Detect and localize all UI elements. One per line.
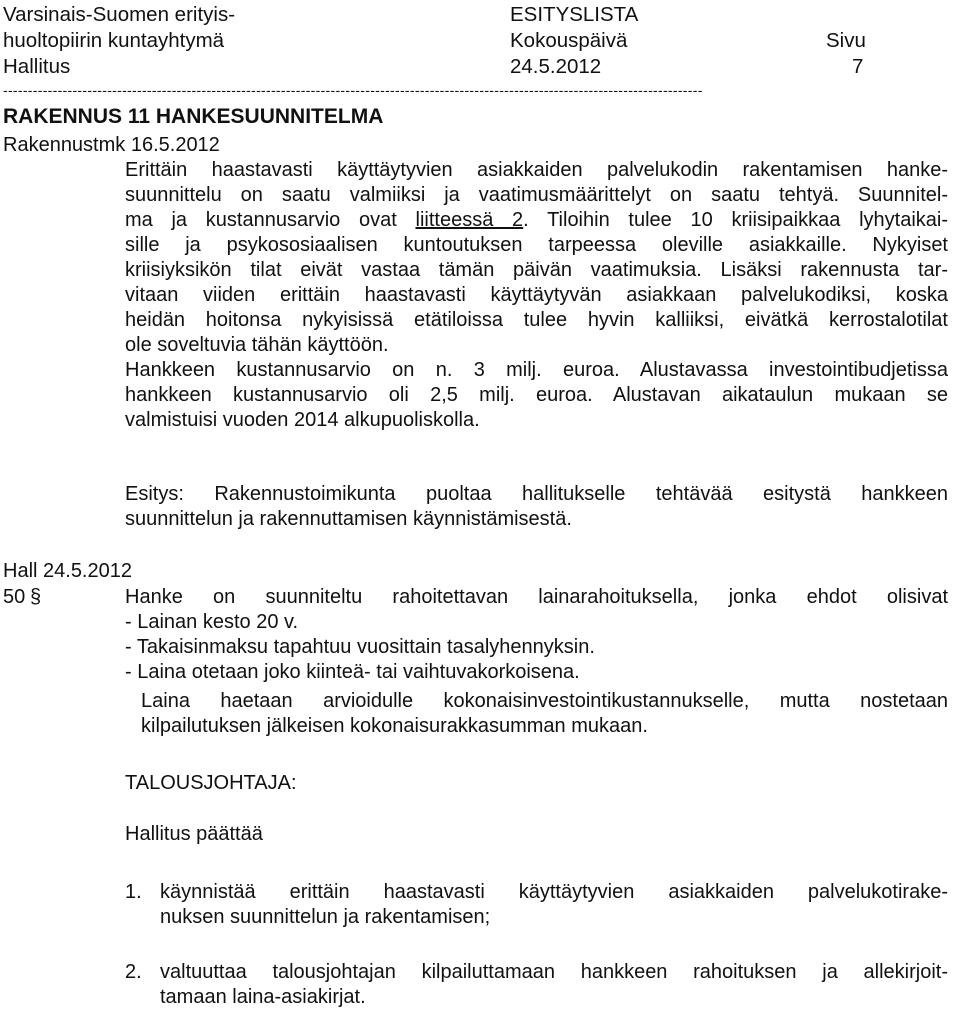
meeting-date-label: Kokouspäivä bbox=[510, 29, 628, 52]
page-label: Sivu bbox=[826, 29, 866, 52]
paragraph-line: Hanke on suunniteltu rahoitettavan lainarahoituksella, jonka ehdot olisivat bbox=[125, 586, 948, 608]
paragraph-line: suunnittelu on saatu valmiiksi ja vaatimusmäärittelyt on saatu tehtyä. Suunnitel- bbox=[125, 184, 948, 206]
page-number: 7 bbox=[852, 55, 864, 78]
paragraph-line: kilpailutuksen jälkeisen kokonaisurakkasumman mukaan. bbox=[141, 715, 648, 737]
attachment-link[interactable]: liitteessä 2 bbox=[415, 209, 524, 231]
organization-name-line2: huoltopiirin kuntayhtymä bbox=[3, 29, 225, 52]
decision-item-1 bbox=[160, 880, 948, 930]
financing-paragraph bbox=[125, 585, 948, 685]
interest-item: - Laina otetaan joko kiinteä- tai vaihtuvakorkoisena. bbox=[125, 661, 580, 683]
cost-paragraph bbox=[125, 358, 948, 433]
committee-reference: Rakennustmk 16.5.2012 bbox=[3, 134, 220, 156]
decision-line: käynnistää erittäin haastavasti käyttäytyvien asiakkaiden palvelukotirake- bbox=[160, 881, 948, 903]
paragraph-line: valmistuisi vuoden 2014 alkupuoliskolla. bbox=[125, 409, 480, 431]
meeting-date: 24.5.2012 bbox=[510, 55, 602, 78]
paragraph-line: heidän hoitonsa nykyisissä etätiloissa tulee hyvin kalliiksi, eivätkä kerrostalotilat bbox=[125, 309, 948, 331]
proposal-paragraph bbox=[125, 482, 948, 532]
paragraph-line: sille ja psykososiaalisen kuntoutuksen tarpeessa oleville asiakkaille. Nykyiset bbox=[125, 234, 948, 256]
section-sign: § bbox=[30, 586, 42, 608]
decision-item-number: 2. bbox=[125, 961, 142, 983]
decision-line: tamaan laina-asiakirjat. bbox=[160, 986, 366, 1008]
paragraph-line: Hankkeen kustannusarvio on n. 3 milj. euroa. Alustavassa investointibudjetissa bbox=[125, 359, 948, 381]
decision-line: valtuuttaa talousjohtajan kilpailuttamaan hankkeen rahoituksen ja allekirjoit- bbox=[160, 961, 948, 983]
paragraph-line: Erittäin haastavasti käyttäytyvien asiakkaiden palvelukodin rakentamisen hanke- bbox=[125, 159, 948, 181]
paragraph-line: suunnittelun ja rakennuttamisen käynnistämisestä. bbox=[125, 508, 572, 530]
decision-item-number: 1. bbox=[125, 881, 142, 903]
paragraph-line: kriisiyksikön tilat eivät vastaa tämän päivän vaatimuksia. Lisäksi rakennusta tar- bbox=[125, 259, 948, 281]
board-reference: Hall 24.5.2012 bbox=[3, 560, 132, 582]
presenter-label: TALOUSJOHTAJA: bbox=[125, 772, 297, 794]
item-number: 50 bbox=[3, 586, 26, 608]
description-paragraph bbox=[125, 158, 948, 358]
organization-name-line1: Varsinais-Suomen erityis- bbox=[3, 3, 236, 26]
paragraph-line bbox=[125, 208, 948, 233]
paragraph-line: hankkeen kustannusarvio oli 2,5 milj. euroa. Alustavan aikataulun mukaan se bbox=[125, 384, 948, 406]
loan-term-item: - Lainan kesto 20 v. bbox=[125, 611, 299, 633]
loan-paragraph bbox=[141, 689, 948, 739]
paragraph-text: . Tiloihin tulee 10 kriisipaikkaa lyhytaikai- bbox=[523, 209, 948, 231]
paragraph-line: vitaan viiden erittäin haastavasti käyttäytyvän asiakkaan palvelukodiksi, koska bbox=[125, 284, 948, 306]
repayment-item: - Takaisinmaksu tapahtuu vuosittain tasalyhennyksin. bbox=[125, 636, 595, 658]
paragraph-line: Esitys: Rakennustoimikunta puoltaa hallitukselle tehtävää esitystä hankkeen bbox=[125, 483, 948, 505]
decision-intro: Hallitus päättää bbox=[125, 823, 263, 845]
paragraph-line: Laina haetaan arvioidulle kokonaisinvestointikustannukselle, mutta nostetaan bbox=[141, 690, 948, 712]
paragraph-text: ma ja kustannusarvio ovat bbox=[125, 209, 416, 231]
paragraph-line: ole soveltuvia tähän käyttöön. bbox=[125, 334, 389, 356]
document-type: ESITYSLISTA bbox=[510, 3, 639, 26]
decision-item-2 bbox=[160, 960, 948, 1010]
decision-line: nuksen suunnittelun ja rakentamisen; bbox=[160, 906, 491, 928]
section-title: RAKENNUS 11 HANKESUUNNITELMA bbox=[3, 105, 384, 128]
organization-unit: Hallitus bbox=[3, 55, 71, 78]
header-divider: --------------------------------------------------------------------------------------------------------------------------------------------- bbox=[3, 82, 703, 92]
